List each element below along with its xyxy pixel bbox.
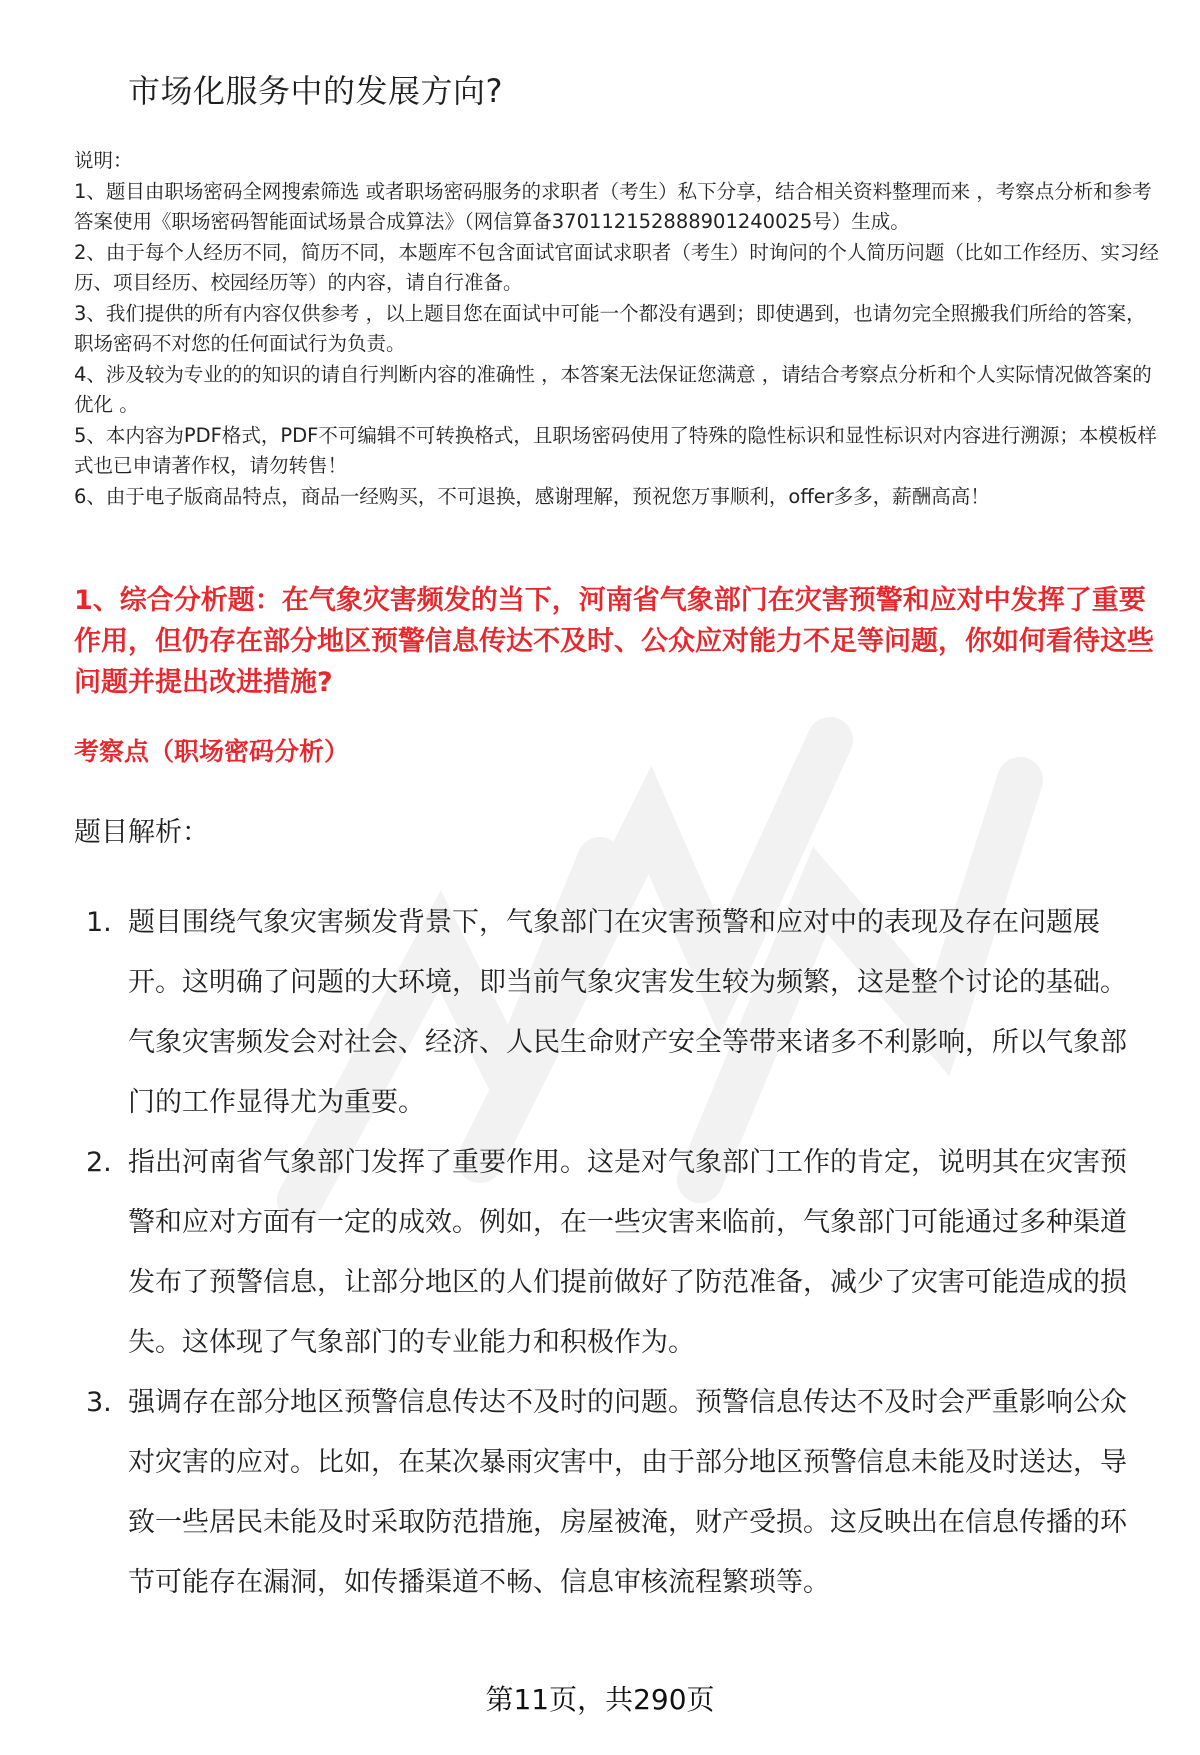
analysis-item	[86, 893, 1146, 1133]
notes-section	[74, 146, 1164, 512]
note-item: 5、本内容为PDF格式，PDF不可编辑不可转换格式，且职场密码使用了特殊的隐性标识和显性标识对内容进行溯源；本模板样式也已申请著作权，请勿转售！	[74, 423, 1157, 477]
analysis-item-text: 强调存在部分地区预警信息传达不及时的问题。预警信息传达不及时会严重影响公众对灾害的应对。比如，在某次暴雨灾害中，由于部分地区预警信息未能及时送达，导致一些居民未能及时采取防范措施，房屋被淹，财产受损。这反映出在信息传播的环节可能存在漏洞，如传播渠道不畅、信息审核流程繁琐等。	[128, 1387, 1127, 1598]
note-item: 1、题目由职场密码全网搜索筛选 或者职场密码服务的求职者（考生）私下分享，结合相关资料整理而来 ，考察点分析和参考答案使用《职场密码智能面试场景合成算法》（网信算备370112152888901240025号）生成。	[74, 179, 1152, 233]
analysis-item-number: 1.	[86, 907, 112, 938]
kaochadian-heading: 考察点（职场密码分析）	[74, 737, 350, 766]
analysis-item-number: 2.	[86, 1147, 112, 1178]
question-heading: 1、综合分析题：在气象灾害频发的当下，河南省气象部门在灾害预警和应对中发挥了重要作用，但仍存在部分地区预警信息传达不及时、公众应对能力不足等问题，你如何看待这些问题并提出改进措施?	[74, 585, 1154, 698]
analysis-item-text: 题目围绕气象灾害频发背景下，气象部门在灾害预警和应对中的表现及存在问题展开。这明确了问题的大环境，即当前气象灾害发生较为频繁，这是整个讨论的基础。气象灾害频发会对社会、经济、人民生命财产安全等带来诸多不利影响，所以气象部门的工作显得尤为重要。	[128, 907, 1127, 1118]
notes-heading: 说明：	[74, 149, 133, 172]
analysis-list	[86, 893, 1146, 1613]
page-footer: 第11页，共290页	[485, 1683, 715, 1716]
analysis-item	[86, 1133, 1146, 1373]
analysis-item	[86, 1373, 1146, 1613]
note-item: 2、由于每个人经历不同，简历不同，本题库不包含面试官面试求职者（考生）时询问的个人简历问题（比如工作经历、实习经历、项目经历、校园经历等）的内容，请自行准备。	[74, 240, 1159, 294]
note-item: 4、涉及较为专业的的知识的请自行判断内容的准确性 ，本答案无法保证您满意 ，请结合考察点分析和个人实际情况做答案的优化 。	[74, 362, 1152, 416]
analysis-item-number: 3.	[86, 1387, 112, 1418]
analysis-item-text: 指出河南省气象部门发挥了重要作用。这是对气象部门工作的肯定，说明其在灾害预警和应对方面有一定的成效。例如，在一些灾害来临前，气象部门可能通过多种渠道发布了预警信息，让部分地区的人们提前做好了防范准备，减少了灾害可能造成的损失。这体现了气象部门的专业能力和积极作为。	[128, 1147, 1127, 1358]
analysis-label: 题目解析：	[74, 817, 209, 848]
note-item: 3、我们提供的所有内容仅供参考 ，以上题目您在面试中可能一个都没有遇到；即使遇到，也请勿完全照搬我们所给的答案，职场密码不对您的任何面试行为负责。	[74, 301, 1146, 355]
page-title: 市场化服务中的发展方向?	[128, 72, 503, 110]
note-item: 6、由于电子版商品特点，商品一经购买，不可退换，感谢理解，预祝您万事顺利，offer多多，薪酬高高！	[74, 484, 990, 508]
